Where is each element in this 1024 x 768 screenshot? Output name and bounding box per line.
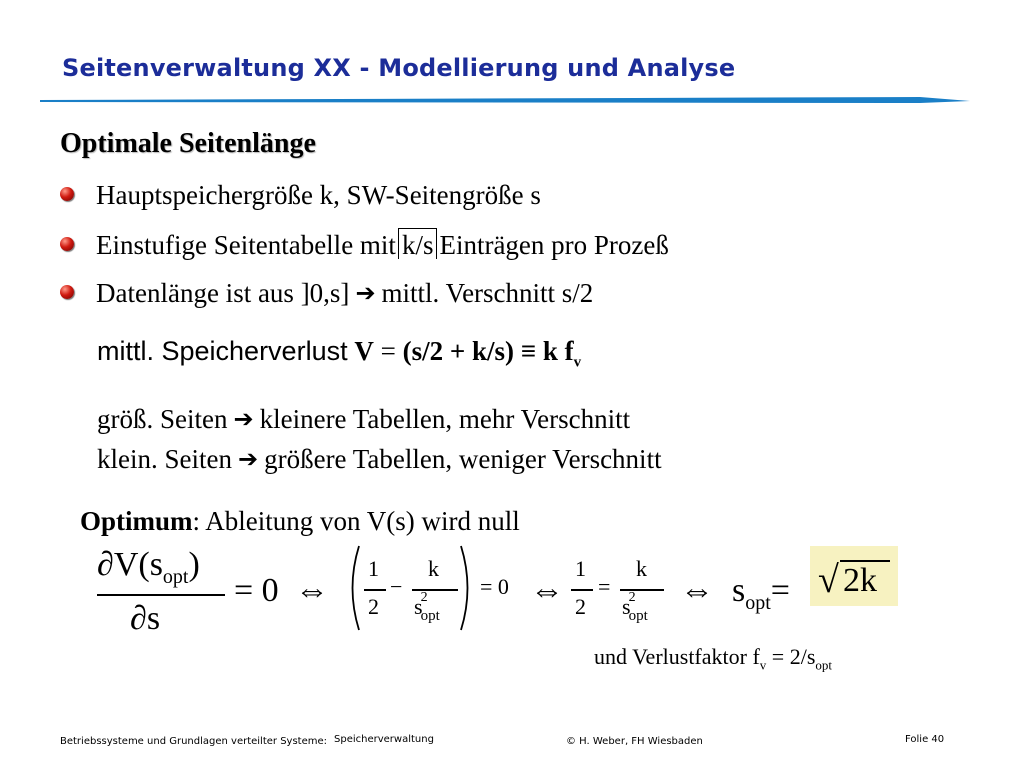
speicherverlust-label: mittl. Speicherverlust bbox=[97, 336, 348, 366]
formula-kf: k f bbox=[542, 336, 574, 366]
footer-topic: Speicherverwaltung bbox=[334, 734, 434, 745]
sqrt-symbol: √ bbox=[818, 559, 839, 601]
equals-zero: = 0 bbox=[234, 572, 279, 609]
fraction-bar bbox=[97, 594, 225, 596]
sqrt-radicand: 2k bbox=[843, 562, 877, 599]
fraction-bar bbox=[620, 589, 664, 591]
fraction-bar bbox=[364, 589, 386, 591]
bullet-icon bbox=[60, 187, 74, 201]
footer-author: © H. Weber, FH Wiesbaden bbox=[566, 736, 703, 747]
slide-title: Seitenverwaltung XX - Modellierung und Analyse bbox=[62, 54, 736, 82]
ceiling-expression: k/s bbox=[398, 228, 438, 259]
small-pages-effect: größere Tabellen, weniger Verschnitt bbox=[264, 444, 662, 474]
footer-course: Betriebssysteme und Grundlagen verteilter Systeme: bbox=[60, 736, 328, 747]
right-paren bbox=[458, 544, 476, 632]
formula-expr: (s/2 + k/s) bbox=[402, 336, 514, 366]
formula-sub-v: v bbox=[573, 354, 582, 371]
bullet-text: Datenlänge ist aus ]0,s] bbox=[96, 278, 350, 308]
bullet-item bbox=[60, 228, 669, 261]
bullet-item bbox=[60, 180, 541, 211]
iff-symbol: ⇔ bbox=[680, 572, 714, 609]
large-pages-label: größ. Seiten bbox=[97, 404, 228, 434]
arrow-right-icon: ➔ bbox=[355, 279, 376, 307]
k-numerator: k bbox=[428, 556, 439, 581]
verlustfaktor-line: und Verlustfaktor $f_v = 2/s_{opt}$ bbox=[594, 644, 833, 673]
bullet-icon bbox=[60, 285, 74, 299]
half-denominator: 2 bbox=[368, 594, 379, 619]
s-opt-result: $s_{opt}=$ bbox=[732, 572, 790, 614]
optimum-label: Optimum bbox=[80, 506, 193, 536]
minus-sign: − bbox=[390, 574, 403, 599]
formula-equiv: ≡ bbox=[520, 336, 537, 366]
equals-zero-2: = 0 bbox=[480, 574, 509, 599]
formula-v: V bbox=[354, 336, 374, 366]
arrow-right-icon: ➔ bbox=[233, 405, 254, 433]
k-numerator: k bbox=[636, 556, 647, 581]
small-pages-line bbox=[97, 444, 662, 475]
derivative-denominator: ∂s bbox=[130, 600, 161, 637]
arrow-right-icon: ➔ bbox=[237, 445, 259, 473]
equals-sign: = bbox=[598, 574, 611, 599]
small-pages-label: klein. Seiten bbox=[97, 444, 232, 474]
bullet-text: mittl. Verschnitt s/2 bbox=[381, 278, 594, 308]
optimum-text: : Ableitung von V(s) wird null bbox=[192, 506, 520, 536]
s-opt-squared: $s^2_{opt}$ bbox=[622, 590, 648, 624]
half-numerator: 1 bbox=[575, 556, 586, 581]
speicherverlust-line bbox=[97, 336, 581, 371]
half-numerator: 1 bbox=[368, 556, 379, 581]
bullet-icon bbox=[60, 237, 74, 251]
s-opt-squared: $s^2_{opt}$ bbox=[414, 590, 440, 624]
large-pages-line bbox=[97, 404, 630, 435]
bullet-text: Einträgen pro Prozeß bbox=[439, 230, 669, 260]
bullet-text: Einstufige Seitentabelle mit bbox=[96, 230, 396, 260]
iff-symbol: ⇔ bbox=[295, 572, 329, 609]
iff-symbol: ⇔ bbox=[530, 572, 564, 609]
section-heading: Optimale Seitenlänge bbox=[60, 128, 316, 159]
footer-slide-number: Folie 40 bbox=[905, 734, 945, 745]
optimum-line bbox=[80, 506, 520, 537]
bullet-item bbox=[60, 278, 593, 309]
bullet-text: Hauptspeichergröße k, SW-Seitengröße s bbox=[96, 180, 541, 210]
formula-eq: = bbox=[380, 336, 396, 366]
fraction-bar bbox=[412, 589, 458, 591]
large-pages-effect: kleinere Tabellen, mehr Verschnitt bbox=[259, 404, 631, 434]
derivative-numerator: $\partial V(s_{opt})$ bbox=[97, 546, 200, 588]
title-underline bbox=[40, 92, 970, 108]
fraction-bar bbox=[571, 589, 593, 591]
half-denominator: 2 bbox=[575, 594, 586, 619]
left-paren bbox=[344, 544, 362, 632]
